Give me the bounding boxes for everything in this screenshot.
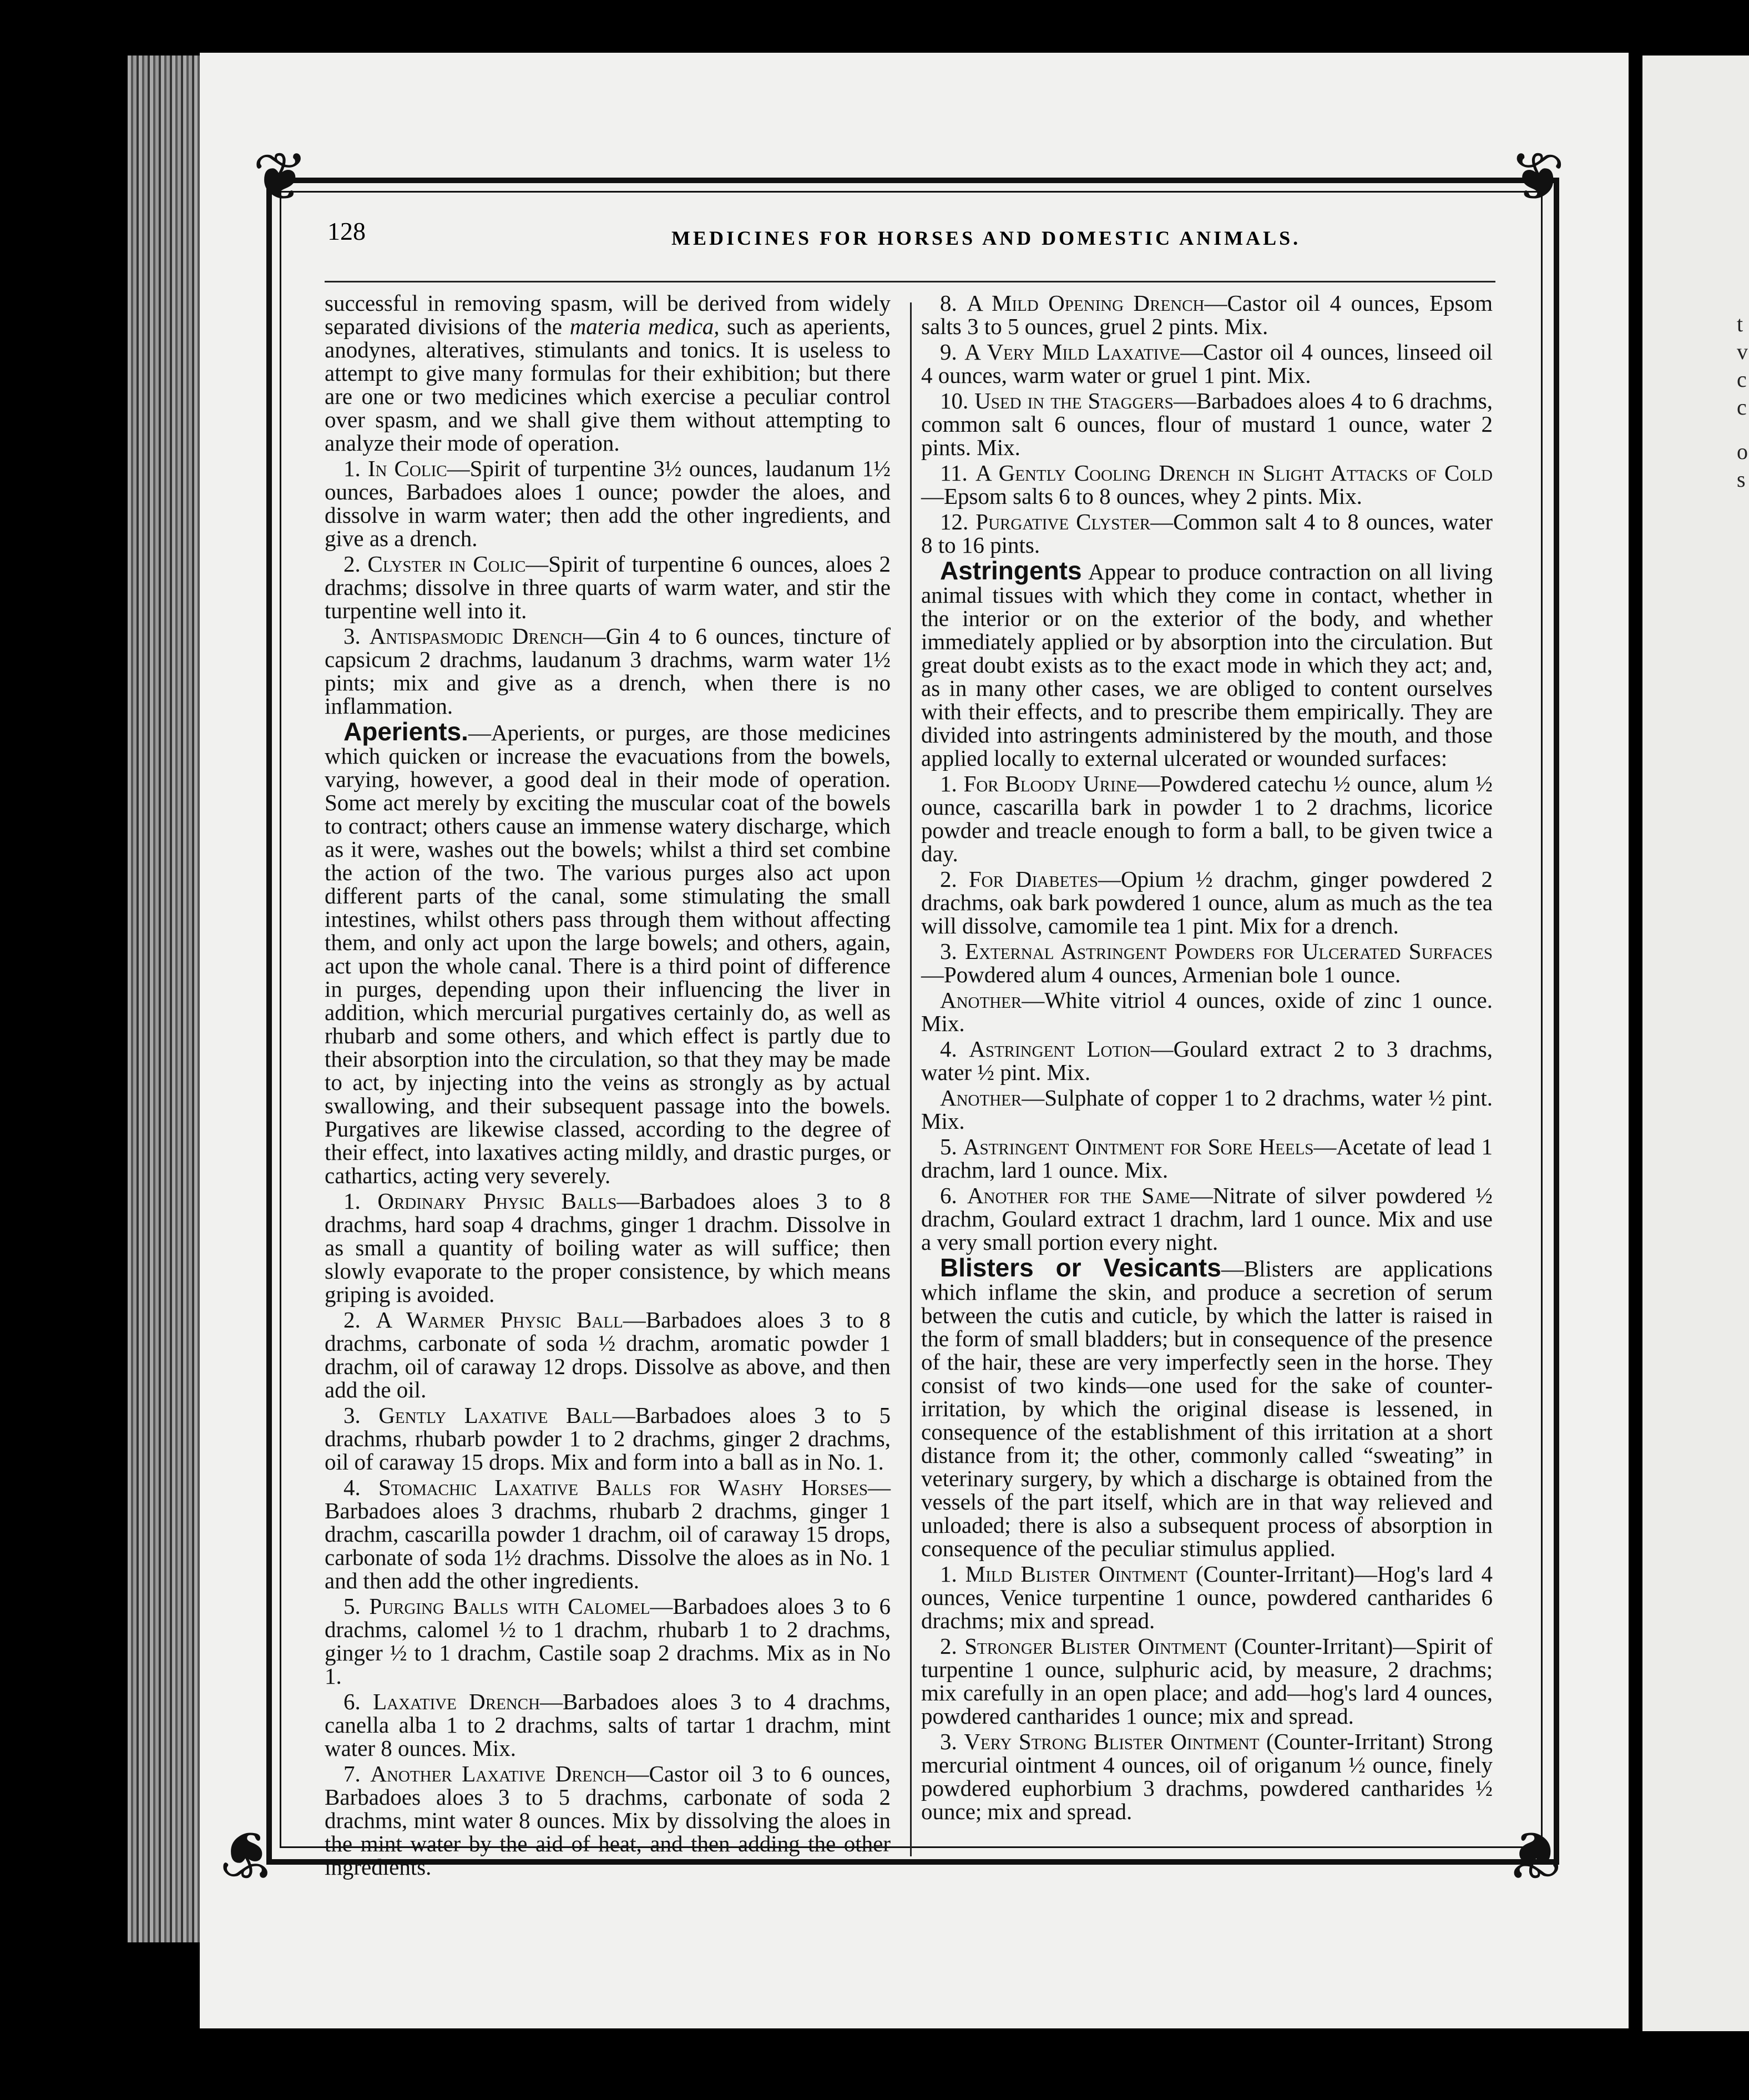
item-body: —Nitrate of silver powdered ½ drachm, Goulard extract 1 drachm, lard 1 ounce. Mix and use a very small portion every night.	[921, 1183, 1493, 1255]
fleuron-icon: ❦	[252, 139, 309, 216]
item-body: —Barbadoes aloes 3 to 5 drachms, rhubarb powder 1 to 2 drachms, ginger 2 drachms, oil of caraway 15 drops. Mix and form into a ball as in No. 1.	[325, 1402, 891, 1475]
fleuron-icon: ❦	[1509, 139, 1565, 216]
item-body: (Counter-Irritant) Strong mercurial ointment 4 ounces, oil of origanum ½ ounce, finely powdered euphorbium 3 drachms, powdered cantharides ½ ounce; mix and spread.	[921, 1729, 1493, 1824]
item-title: For Bloody Urine	[963, 771, 1138, 796]
recipe-item	[921, 988, 1493, 1035]
fragment-letter: v	[1737, 339, 1748, 364]
recipe-item	[921, 389, 1493, 459]
fragment-letter: s	[1737, 467, 1746, 492]
item-number: 3.	[343, 623, 361, 649]
recipe-item	[325, 1690, 891, 1760]
item-body: —Barbadoes aloes 3 drachms, rhubarb 2 drachms, ginger 1 drachm, cascarilla powder 1 drachm, oil of caraway 15 drops, carbonate of soda 1½ drachms. Dissolve the aloes as in No. 1 and then add the other ingredients.	[325, 1475, 891, 1593]
item-number: 3.	[343, 1402, 361, 1428]
item-title: Laxative Drench	[373, 1689, 540, 1714]
item-number: 8.	[940, 290, 957, 316]
aperients-paragraph	[325, 717, 891, 1188]
section-text: —Aperients, or purges, are those medicines which quicken or increase the evacuations from the bowels, varying, however, a good deal in their mode of operation. Some act merely by exciting the muscular coat of the bowels to contract; others cause an immense watery discharge, which as it were, washes out the bowels; whilst a third set combine the action of the two. The various purges also act upon different parts of the canal, some stimulating the small intestines, whilst others pass through them without affecting them, and only act upon the large bowels; and others, again, act upon the whole canal. There is a third point of difference in purges, depending upon their influencing the liver in addition, which mercurial purgatives certainly do, as well as rhubarb and some others, and which effect is partly due to their absorption into the circulation, so that they may be made to act, by injecting into the veins as strongly as by actual swallowing, and their subsequent passage into the bowels. Purgatives are likewise classed, according to the degree of their effect, into laxatives acting mildly, and drastic purges, or cathartics, acting very severely.	[325, 720, 891, 1188]
item-number: 2.	[343, 551, 361, 577]
recipe-item	[921, 940, 1493, 986]
recipe-item	[325, 552, 891, 622]
item-title: Mild Blister Ointment	[965, 1561, 1187, 1587]
item-title: A Very Mild Laxative	[964, 339, 1180, 365]
item-body: —Barbadoes aloes 3 to 4 drachms, canella alba 1 to 2 drachms, salts of tartar 1 drachm, mint water 8 ounces. Mix.	[325, 1689, 891, 1761]
item-body: —Spirit of turpentine 6 ounces, aloes 2 drachms; dissolve in three quarts of warm water, and stir the turpentine well into it.	[325, 551, 891, 623]
item-title: A Warmer Physic Ball	[376, 1307, 623, 1332]
column-divider	[910, 302, 912, 1856]
item-title: Purgative Clyster	[975, 509, 1151, 534]
astringents-paragraph	[921, 556, 1493, 771]
item-number: 12.	[940, 509, 969, 534]
recipe-item	[921, 1086, 1493, 1133]
item-body: —Barbadoes aloes 3 to 8 drachms, hard soap 4 drachms, ginger 1 drachm. Dissolve in as small a quantity of boiling water as will suffice; then slowly evaporate to the proper consistence, by which means griping is avoided.	[325, 1188, 891, 1307]
item-number: 1.	[940, 771, 957, 796]
intro-emphasis: materia medica,	[569, 314, 720, 339]
item-title: Used in the Staggers	[974, 388, 1174, 413]
item-title: A Gently Cooling Drench in Slight Attacks of Cold	[975, 460, 1493, 486]
recipe-item	[921, 291, 1493, 338]
item-number: 3.	[940, 1729, 957, 1754]
item-body: —Barbadoes aloes 3 to 6 drachms, calomel ½ to 1 drachm, rhubarb 1 to 2 drachms, ginger ½ to 1 drachm, Castile soap 2 drachms. Mix as in No 1.	[325, 1593, 891, 1689]
item-number: 3.	[940, 938, 957, 964]
item-number: 2.	[343, 1307, 361, 1332]
page-edges	[128, 55, 205, 1942]
item-title: Astringent Lotion	[969, 1036, 1151, 1062]
item-number: 6.	[940, 1183, 957, 1208]
item-body: —Goulard extract 2 to 3 drachms, water ½ pint. Mix.	[921, 1036, 1493, 1085]
item-body: —Epsom salts 6 to 8 ounces, whey 2 pints. Mix.	[921, 483, 1362, 509]
item-body: —Castor oil 4 ounces, linseed oil 4 ounces, warm water or gruel 1 pint. Mix.	[921, 339, 1493, 388]
recipe-item	[921, 1634, 1493, 1728]
item-title: Another	[940, 1085, 1022, 1110]
running-header	[316, 216, 1509, 255]
recipe-item	[921, 1184, 1493, 1254]
item-body: —Powdered catechu ½ ounce, alum ½ ounce, cascarilla bark in powder 1 to 2 drachms, licorice powder and treacle enough to form a ball, to be given twice a day.	[921, 771, 1493, 866]
recipe-item	[325, 1404, 891, 1473]
right-column	[921, 291, 1493, 1825]
item-title: Antispasmodic Drench	[369, 623, 583, 649]
item-body: —Common salt 4 to 8 ounces, water 8 to 16 pints.	[921, 509, 1493, 558]
item-number: 4.	[343, 1475, 361, 1500]
page-number: 128	[327, 217, 366, 245]
item-title: Stronger Blister Ointment	[964, 1633, 1227, 1659]
item-number: 6.	[343, 1689, 361, 1714]
item-number: 2.	[940, 866, 957, 892]
item-title: Gently Laxative Ball	[378, 1402, 613, 1428]
item-body: —Barbadoes aloes 4 to 6 drachms, common salt 6 ounces, flour of mustard 1 ounce, water 2 pints. Mix.	[921, 388, 1493, 460]
item-body: —Opium ½ drachm, ginger powdered 2 drachms, oak bark powdered 1 ounce, alum as much as the tea will dissolve, camomile tea 1 pint. Mix for a drench.	[921, 866, 1493, 938]
fragment-letter: o	[1737, 439, 1748, 464]
recipe-item	[921, 1037, 1493, 1084]
intro-text: such as aperients, anodynes, alteratives, stimulants and tonics. It is useless to attempt to give many formulas for their exhibition; but there are one or two medicines which exercise a peculiar control over spasm, and we shall give them without attempting to analyze their mode of operation.	[325, 314, 891, 456]
item-body: —Castor oil 4 ounces, Epsom salts 3 to 5 ounces, gruel 2 pints. Mix.	[921, 290, 1493, 339]
recipe-item	[325, 1308, 891, 1401]
recipe-item	[921, 1135, 1493, 1182]
item-body: —Barbadoes aloes 3 to 8 drachms, carbonate of soda ½ drachm, aromatic powder 1 drachm, oil of caraway 12 drops. Dissolve as above, and then add the oil.	[325, 1307, 891, 1402]
item-title: Another	[940, 987, 1022, 1013]
recipe-item	[921, 1562, 1493, 1632]
item-number: 4.	[940, 1036, 957, 1062]
item-title: A Mild Opening Drench	[967, 290, 1205, 316]
item-number: 11.	[940, 460, 968, 486]
section-text: —Blisters are applications which inflame the skin, and produce a secretion of serum between the cutis and cuticle, by which the latter is raised in the form of small bladders; but in consequence of the presence of the hair, these are very imperfectly seen in the horse. They consist of two kinds—one used for the sake of counter-irritation, by which the original disease is lessened, in consequence of the establishment of this irritation at a short distance from it; the other, commonly called “sweating” in veterinary surgery, by which a discharge is obtained from the vessels of the part itself, which are in that way relieved and unloaded; there is also a subsequent process of absorption in consequence of the peculiar stimulus applied.	[921, 1256, 1493, 1561]
item-number: 2.	[940, 1633, 957, 1659]
item-body: —White vitriol 4 ounces, oxide of zinc 1 ounce. Mix.	[921, 987, 1493, 1036]
recipe-item	[325, 457, 891, 550]
item-number: 1.	[343, 1188, 361, 1214]
fragment-letter: c	[1737, 367, 1747, 392]
recipe-item	[921, 1730, 1493, 1823]
left-column	[325, 291, 891, 1881]
item-number: 1.	[343, 456, 361, 481]
running-title: MEDICINES FOR HORSES AND DOMESTIC ANIMALS.	[671, 227, 1301, 249]
recipe-item	[921, 340, 1493, 387]
fragment-letter: t	[1737, 311, 1743, 336]
item-body: (Counter-Irritant)—Spirit of turpentine 1 ounce, sulphuric acid, by measure, 2 drachms; mix carefully in an open place; and add—hog's lard 4 ounces, powdered cantharides 1 ounce; mix and spread.	[921, 1633, 1493, 1729]
item-body: (Counter-Irritant)—Hog's lard 4 ounces, Venice turpentine 1 ounce, powdered cantharides 6 drachms; mix and spread.	[921, 1561, 1493, 1633]
fragment-letter: c	[1737, 395, 1747, 420]
item-number: 9.	[940, 339, 957, 365]
item-title: Ordinary Physic Balls	[377, 1188, 617, 1214]
item-number: 7.	[343, 1761, 361, 1786]
section-heading: Aperients.	[343, 717, 468, 746]
fleuron-icon: ❦	[219, 1815, 275, 1892]
item-title: Clyster in Colic	[367, 551, 526, 577]
item-number: 5.	[343, 1593, 361, 1619]
recipe-item	[921, 772, 1493, 865]
recipe-item	[921, 867, 1493, 937]
item-title: In Colic	[367, 456, 447, 481]
item-body: —Gin 4 to 6 ounces, tincture of capsicum 2 drachms, laudanum 3 drachms, warm water 1½ pints; mix and give as a drench, when there is no inflammation.	[325, 623, 891, 719]
recipe-item	[325, 1476, 891, 1592]
item-body: —Castor oil 3 to 6 ounces, Barbadoes aloes 3 to 5 drachms, carbonate of soda 2 drachms, mint water 8 ounces. Mix by dissolving the aloes in the mint water by the aid of heat, and then adding the other ingredients.	[325, 1761, 891, 1880]
section-text: Appear to produce contraction on all living animal tissues with which they come in contact, whether in the interior or on the exterior of the body, and whether immediately applied or by absorption into the circulation. But great doubt exists as to the exact mode in which they act; and, as in many other cases, we are obliged to content ourselves with their effects, and to prescribe them empirically. They are divided into astringents administered by the mouth, and those applied locally to external ulcerated or wounded surfaces:	[921, 559, 1493, 771]
item-number: 1.	[940, 1561, 957, 1587]
item-body: —Spirit of turpentine 3½ ounces, laudanum 1½ ounces, Barbadoes aloes 1 ounce; powder the aloes, and dissolve in warm water; then add the other ingredients, and give as a drench.	[325, 456, 891, 551]
item-title: For Diabetes	[968, 866, 1098, 892]
item-body: —Acetate of lead 1 drachm, lard 1 ounce. Mix.	[921, 1134, 1493, 1183]
intro-paragraph	[325, 291, 891, 455]
facing-page-edge	[1642, 55, 1749, 2031]
recipe-item	[921, 461, 1493, 508]
section-heading: Blisters or Vesicants	[940, 1253, 1221, 1282]
recipe-item	[325, 624, 891, 718]
item-title: Purging Balls with Calomel	[369, 1593, 650, 1619]
item-number: 10.	[940, 388, 969, 413]
item-title: Stomachic Laxative Balls for Washy Horses	[378, 1475, 868, 1500]
blisters-paragraph	[921, 1253, 1493, 1561]
header-rule	[325, 281, 1495, 282]
item-title: Very Strong Blister Ointment	[964, 1729, 1260, 1754]
item-title: Astringent Ointment for Sore Heels	[963, 1134, 1314, 1159]
item-title: External Astringent Powders for Ulcerated Surfaces	[965, 938, 1493, 964]
item-number: 5.	[940, 1134, 957, 1159]
section-heading: Astringents	[940, 556, 1082, 585]
recipe-item	[921, 510, 1493, 557]
recipe-item	[325, 1189, 891, 1306]
fleuron-icon: ❦	[1507, 1815, 1563, 1892]
item-title: Another Laxative Drench	[370, 1761, 626, 1786]
recipe-item	[325, 1762, 891, 1879]
intro-text: successful in removing spasm, will be derived from widely separated divisions of the	[325, 290, 891, 339]
item-title: Another for the Same	[967, 1183, 1190, 1208]
item-body: —Sulphate of copper 1 to 2 drachms, water ½ pint. Mix.	[921, 1085, 1493, 1134]
item-body: —Powdered alum 4 ounces, Armenian bole 1 ounce.	[921, 962, 1401, 987]
recipe-item	[325, 1594, 891, 1688]
